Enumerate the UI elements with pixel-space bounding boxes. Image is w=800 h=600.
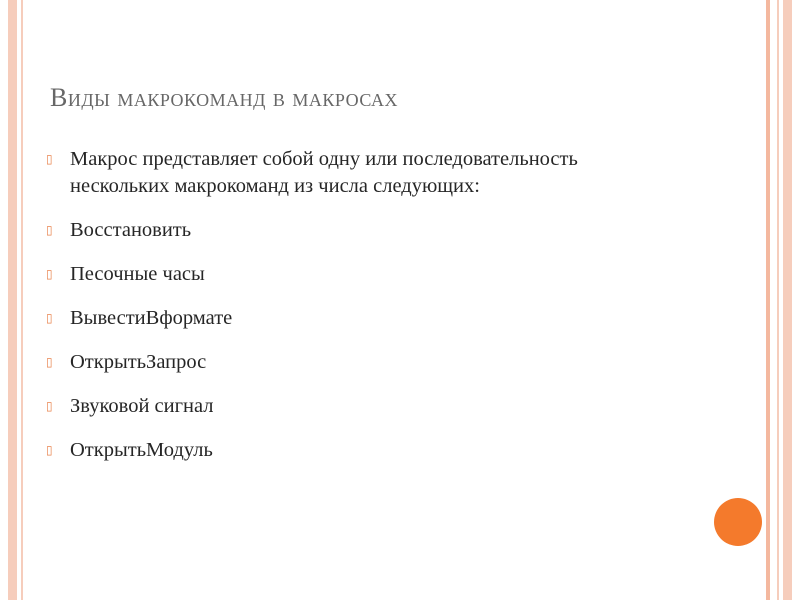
bullet-item (46, 217, 636, 244)
bullet-marker-icon: ▯ (46, 223, 53, 237)
bullet-text: Макрос представляет собой одну или последовательность нескольких макрокоманд из числа следующих: (70, 148, 578, 197)
bullet-marker-icon: ▯ (46, 311, 53, 325)
bullet-text: Восстановить (70, 219, 192, 241)
bullet-marker-icon: ▯ (46, 443, 53, 457)
decor-line-left-thin (21, 0, 23, 600)
bullet-text: ВывестиВформате (70, 307, 233, 329)
bullet-marker-icon: ▯ (46, 267, 53, 281)
bullet-text: Звуковой сигнал (70, 395, 214, 417)
bullet-text: ОткрытьМодуль (70, 439, 213, 461)
decor-line-left-wide (8, 0, 17, 600)
accent-circle (714, 498, 762, 546)
bullet-item (46, 349, 636, 376)
bullet-marker-icon: ▯ (46, 355, 53, 369)
slide-title: Виды макрокоманд в макросах (50, 83, 398, 112)
bullet-item (46, 261, 636, 288)
decor-line-right-2 (777, 0, 779, 600)
bullet-marker-icon: ▯ (46, 399, 53, 413)
bullet-item (46, 146, 636, 200)
bullet-item (46, 305, 636, 332)
decor-line-right-3 (783, 0, 792, 600)
bullet-marker-icon: ▯ (46, 152, 53, 166)
bullet-list (46, 146, 636, 481)
bullet-item (46, 437, 636, 464)
bullet-item (46, 393, 636, 420)
decor-line-right-1 (766, 0, 770, 600)
bullet-text: ОткрытьЗапрос (70, 351, 207, 373)
bullet-text: Песочные часы (70, 263, 205, 285)
